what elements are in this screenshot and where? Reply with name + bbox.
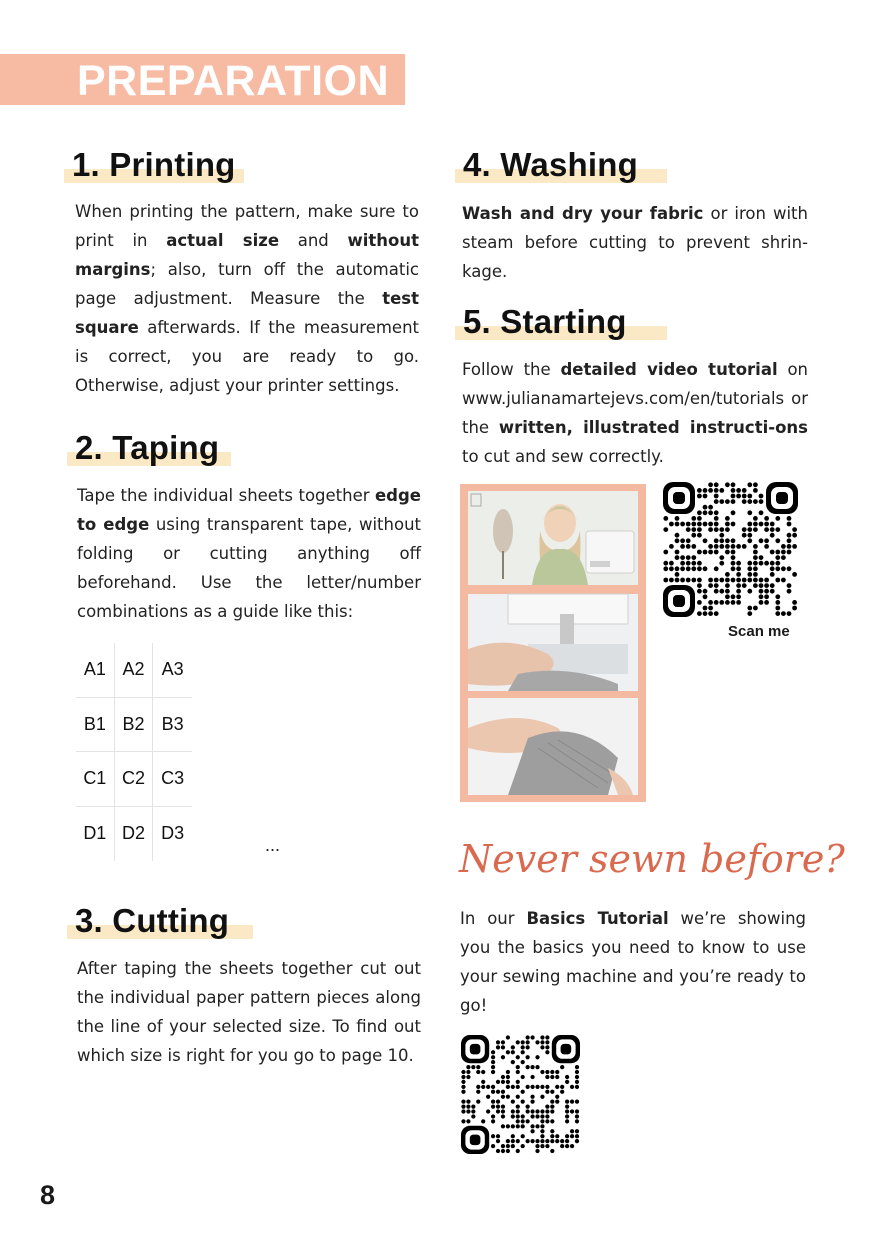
grid-ellipsis: ... — [265, 835, 281, 855]
bold-text: actual size — [166, 231, 280, 250]
text: Follow the — [462, 360, 561, 379]
printing-paragraph — [75, 197, 419, 400]
heading-text: 2. Taping — [75, 429, 220, 466]
text: on www.julianamartejevs.com/en/tutorials or the — [462, 360, 808, 437]
cutting-paragraph: After taping the sheets together cut out the individual paper pattern pieces along the line of your selected size. To find out which size is right for you go to page 10. — [77, 959, 421, 1065]
heading-text: 5. Starting — [463, 303, 627, 340]
bold-text: detailed video tutorial — [560, 360, 778, 379]
taping-paragraph — [77, 481, 421, 626]
photo-sewing-machine — [468, 594, 638, 691]
grid-cell: B3 — [153, 698, 192, 753]
heading-starting — [463, 302, 627, 342]
grid-cell: D2 — [115, 807, 154, 862]
photo-fabric — [468, 698, 638, 795]
washing-paragraph — [462, 199, 808, 286]
grid-cell: B2 — [115, 698, 154, 753]
heading-text: 1. Printing — [72, 146, 236, 183]
bold-text: without margins — [75, 231, 419, 279]
page-title: PREPARATION — [77, 57, 390, 105]
heading-text: 4. Washing — [463, 146, 638, 183]
grid-cell: D1 — [76, 807, 115, 862]
bold-text: test square — [75, 289, 419, 337]
sheet-combination-grid — [76, 643, 192, 861]
grid-cell: B1 — [76, 698, 115, 753]
qr-code-icon[interactable] — [461, 1035, 580, 1154]
text: afterwards. If the measurement is correct, you are ready to go. Otherwise, adjust your printer settings. — [75, 318, 419, 395]
fabric-illustration — [468, 698, 638, 795]
heading-printing — [72, 145, 236, 185]
heading-taping — [75, 428, 219, 468]
text: to cut and sew correctly. — [462, 447, 664, 466]
text: and — [279, 231, 348, 250]
grid-cell: C2 — [115, 752, 154, 807]
basics-paragraph — [460, 904, 806, 1020]
text: we’re showing you the basics you need to know to use your sewing machine and you’re ready to go! — [460, 909, 806, 1015]
bold-text: written, illustrated instructi-ons — [498, 418, 808, 437]
script-text: Never sewn before? — [459, 837, 845, 881]
heading-text: 3. Cutting — [75, 902, 230, 939]
page-number: 8 — [40, 1180, 56, 1210]
grid-cell: A2 — [115, 643, 154, 698]
bold-text: Basics Tutorial — [526, 909, 669, 928]
text: In our — [460, 909, 527, 928]
never-sewn-before-script — [455, 820, 845, 902]
bold-text: Wash and dry your fabric — [462, 204, 704, 223]
tutorial-photo-collage — [460, 484, 646, 802]
heading-cutting — [75, 901, 229, 941]
text: ; also, turn off the automatic page adjustment. Measure the — [75, 260, 419, 308]
scan-me-label: Scan me — [728, 623, 790, 640]
text: or iron with steam before cutting to prevent shrin-kage. — [462, 204, 808, 281]
photo-presenter — [468, 491, 638, 585]
heading-washing — [463, 145, 638, 185]
presenter-illustration — [468, 491, 638, 585]
grid-cell: D3 — [161, 823, 185, 844]
sewing-illustration — [468, 594, 638, 691]
text: using transparent tape, without folding or cutting anything off beforehand. Use the letter/number combinations as a guide like this: — [77, 515, 421, 621]
text: When printing the pattern, make sure to print in — [75, 202, 419, 250]
grid-cell: A3 — [153, 643, 192, 698]
grid-cell: C3 — [153, 752, 192, 807]
text: Tape the individual sheets together — [77, 486, 375, 505]
starting-paragraph — [462, 355, 808, 471]
qr-code-icon[interactable] — [663, 482, 798, 617]
grid-cell: C1 — [76, 752, 115, 807]
bold-text: edge to edge — [77, 486, 421, 534]
grid-cell: A1 — [76, 643, 115, 698]
